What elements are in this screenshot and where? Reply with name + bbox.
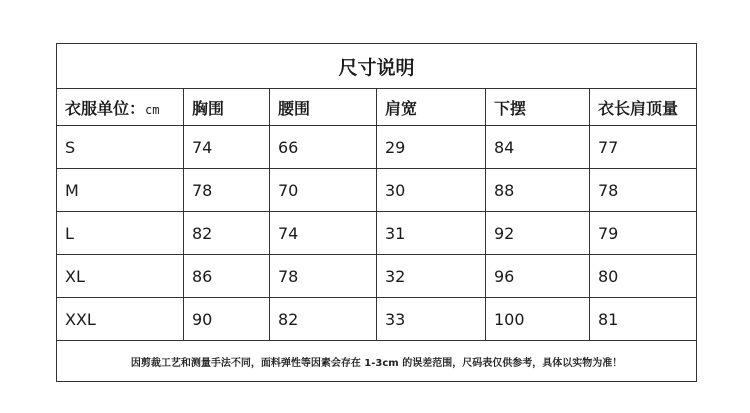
table-cell: 81 <box>590 298 697 341</box>
size-cell: M <box>57 169 184 212</box>
table-cell: 70 <box>270 169 377 212</box>
table-cell: 82 <box>184 212 270 255</box>
unit-label: 衣服单位： <box>65 98 146 118</box>
size-cell: S <box>57 126 184 169</box>
column-header-hem: 下摆 <box>486 89 590 126</box>
column-header-waist: 腰围 <box>270 89 377 126</box>
table-row <box>57 298 697 341</box>
table-cell: 30 <box>377 169 486 212</box>
measurement-note: 因剪裁工艺和测量手法不同，面料弹性等因素会存在 1-3cm 的误差范围，尺码表仅供参考，具体以实物为准！ <box>57 341 697 382</box>
table-cell: 78 <box>270 255 377 298</box>
table-cell: 78 <box>590 169 697 212</box>
table-cell: 31 <box>377 212 486 255</box>
table-cell: 86 <box>184 255 270 298</box>
unit-value: cm <box>145 102 160 117</box>
unit-header-cell <box>57 89 184 126</box>
table-cell: 29 <box>377 126 486 169</box>
column-header-length: 衣长肩顶量 <box>590 89 697 126</box>
header-row <box>57 89 697 126</box>
table-cell: 84 <box>486 126 590 169</box>
column-header-shoulder: 肩宽 <box>377 89 486 126</box>
table-cell: 100 <box>486 298 590 341</box>
table-cell: 32 <box>377 255 486 298</box>
table-cell: 78 <box>184 169 270 212</box>
size-cell: XL <box>57 255 184 298</box>
table-row <box>57 212 697 255</box>
table-cell: 90 <box>184 298 270 341</box>
table-cell: 74 <box>184 126 270 169</box>
table-row <box>57 126 697 169</box>
size-cell: L <box>57 212 184 255</box>
size-chart-table <box>56 43 697 382</box>
table-cell: 92 <box>486 212 590 255</box>
table-cell: 74 <box>270 212 377 255</box>
size-cell: XXL <box>57 298 184 341</box>
table-cell: 80 <box>590 255 697 298</box>
table-title: 尺寸说明 <box>57 44 697 89</box>
table-row <box>57 169 697 212</box>
table-cell: 79 <box>590 212 697 255</box>
table-cell: 82 <box>270 298 377 341</box>
table-row <box>57 255 697 298</box>
table-cell: 88 <box>486 169 590 212</box>
note-row <box>57 341 697 382</box>
table-cell: 33 <box>377 298 486 341</box>
title-row <box>57 44 697 89</box>
table-cell: 66 <box>270 126 377 169</box>
table-cell: 77 <box>590 126 697 169</box>
column-header-chest: 胸围 <box>184 89 270 126</box>
table-cell: 96 <box>486 255 590 298</box>
